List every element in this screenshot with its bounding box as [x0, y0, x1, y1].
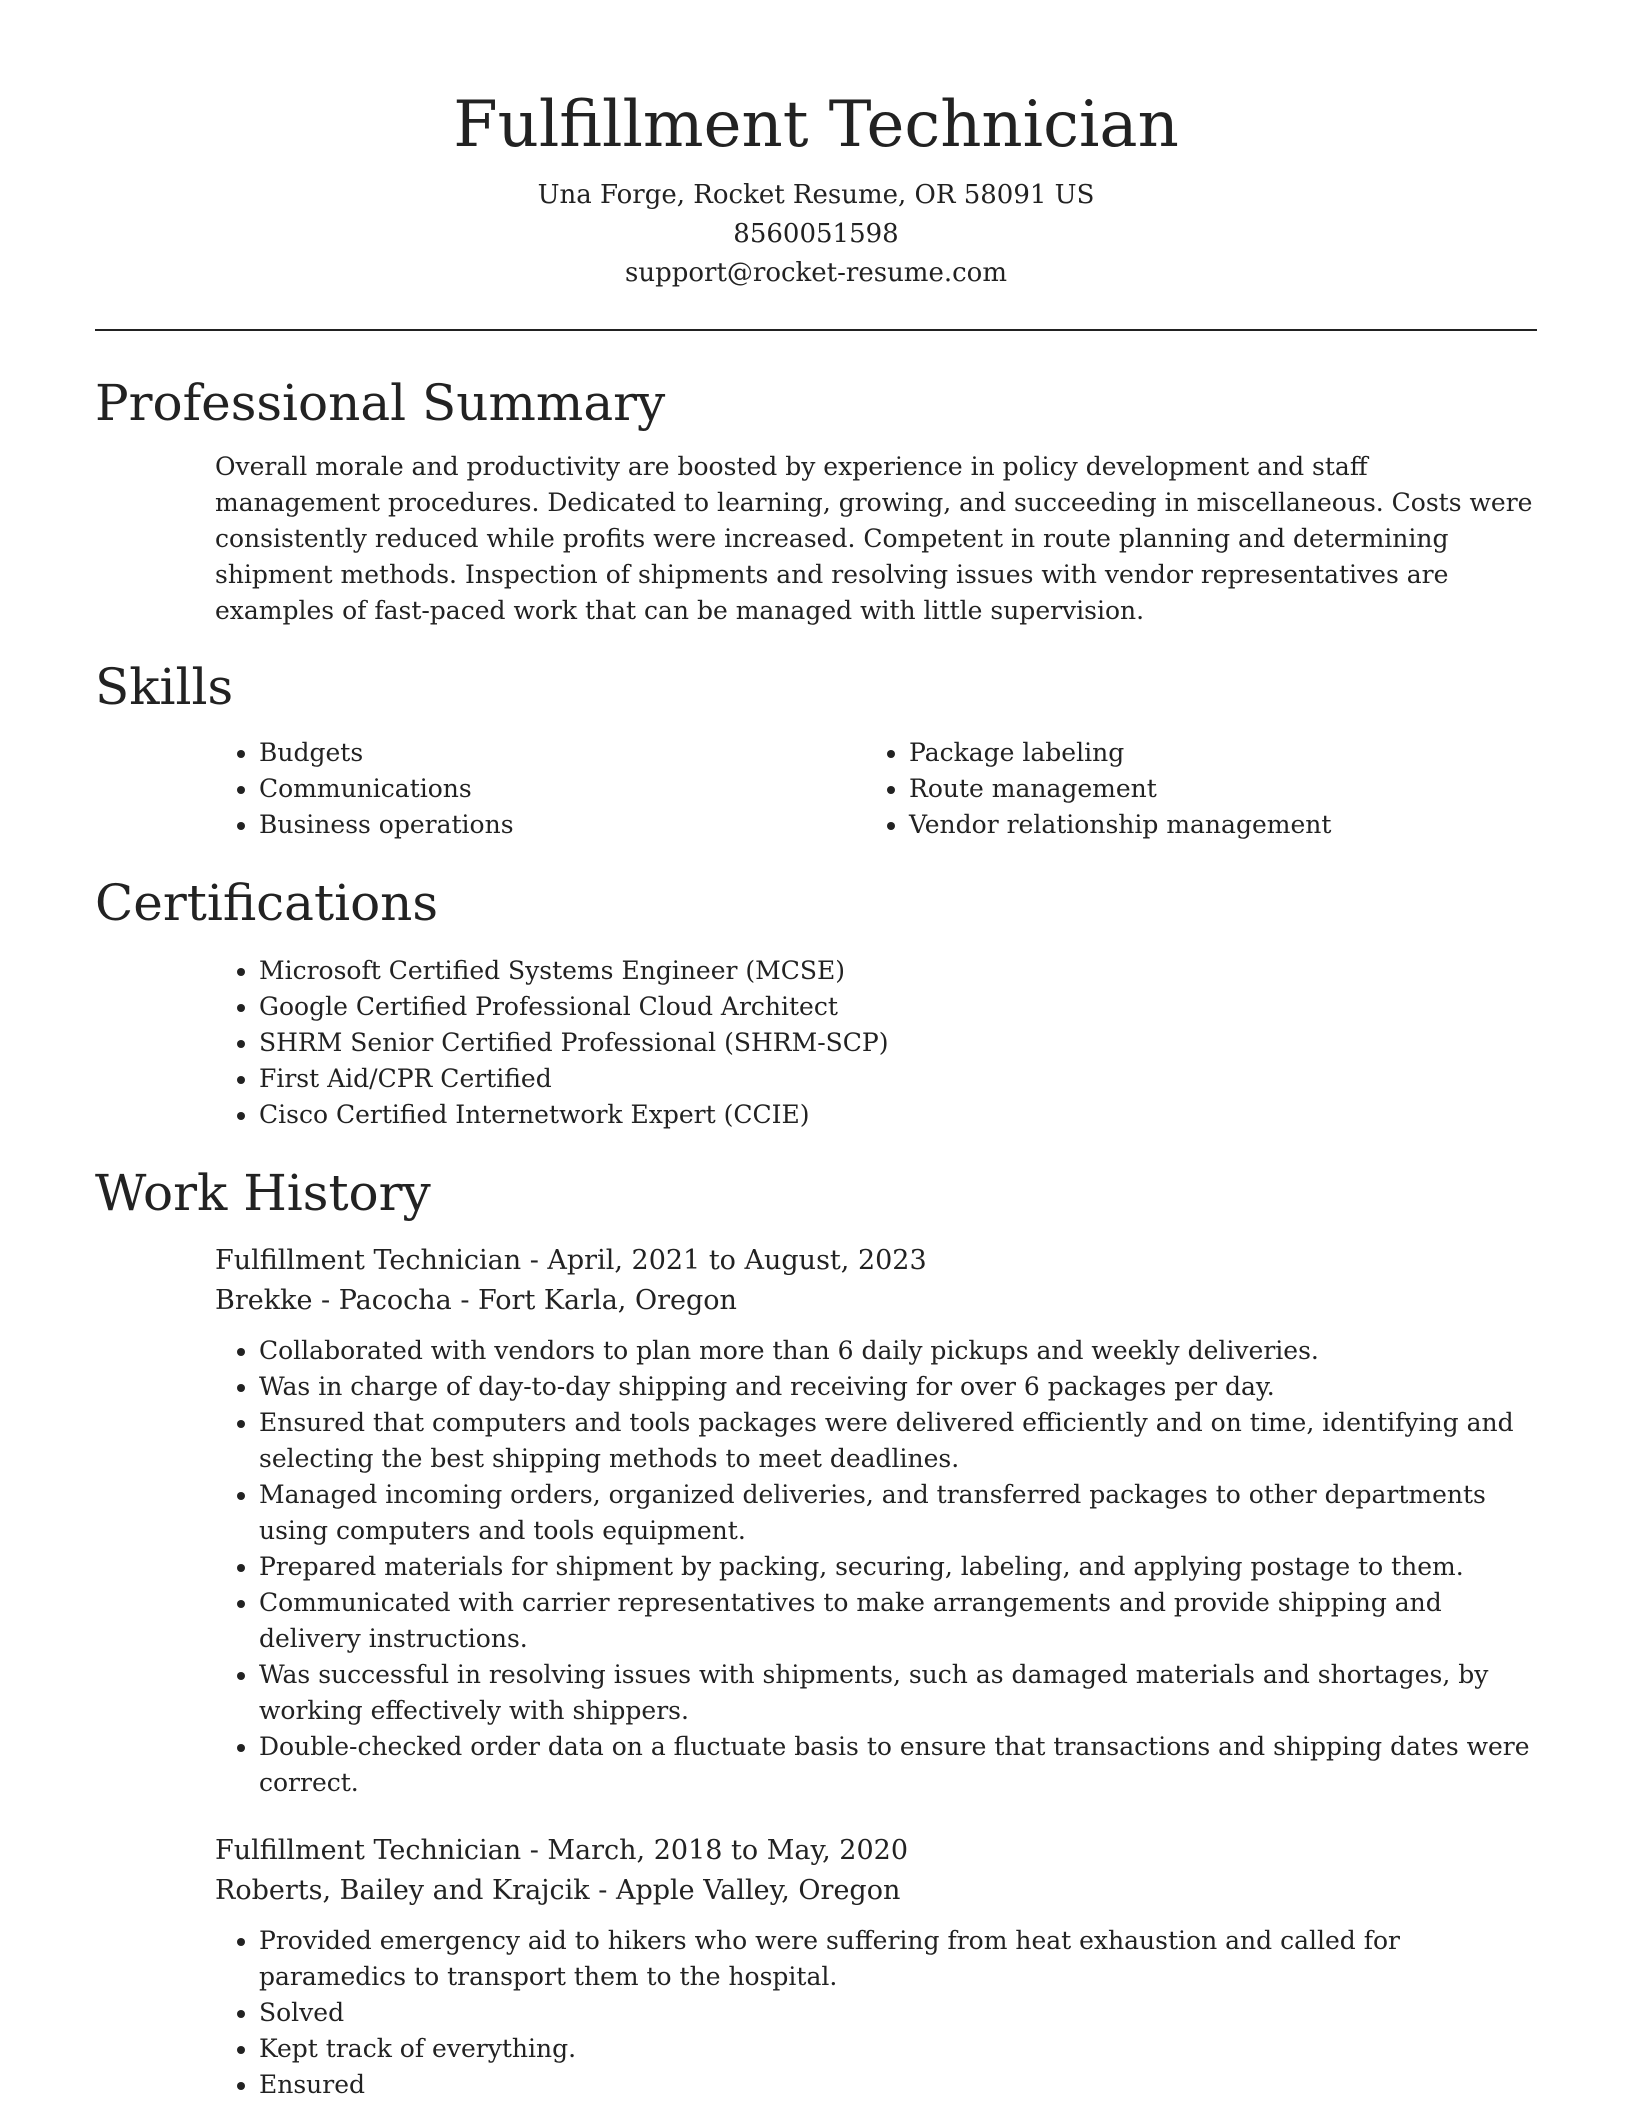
certification-item: • First Aid/CPR Certified: [259, 1061, 1537, 1097]
skills-list-right: [865, 735, 1515, 843]
job-bullet: • Was in charge of day-to-day shipping and receiving for over 6 packages per day.: [259, 1369, 1537, 1405]
skills-section: [95, 655, 1537, 843]
work-history-heading: Work History: [95, 1164, 431, 1222]
job-title-dates: Fulfillment Technician - March, 2018 to May, 2020: [215, 1835, 908, 1866]
job-bullet: • Double-checked order data on a fluctuate basis to ensure that transactions and shipping dates were correct.: [259, 1729, 1537, 1801]
work-history-section: [95, 1161, 1537, 2103]
summary-text: Overall morale and productivity are boosted by experience in policy development and staff management procedures. Dedicated to learning, growing, and succeeding in miscellaneous. Costs were consistently reduced while profits were increased. Competent in route planning and determining shipment methods. Inspection of shipments and resolving issues with vendor representatives are examples of fast-paced work that can be managed with little supervision.: [215, 452, 1533, 625]
contact-address: Una Forge, Rocket Resume, OR 58091 US: [537, 180, 1095, 210]
certification-item: • Microsoft Certified Systems Engineer (MCSE): [259, 953, 1537, 989]
certifications-section: [95, 871, 1537, 1133]
skills-heading: Skills: [95, 658, 234, 716]
contact-email: support@rocket-resume.com: [624, 258, 1007, 288]
certification-item: • Google Certified Professional Cloud Architect: [259, 989, 1537, 1025]
certifications-heading: Certifications: [95, 874, 439, 932]
contact-phone: 8560051598: [733, 219, 899, 249]
skill-item: • Business operations: [259, 807, 865, 843]
job-bullet: • Prepared materials for shipment by packing, securing, labeling, and applying postage to them.: [259, 1549, 1537, 1585]
header-divider: [95, 329, 1537, 331]
skills-column-left: [215, 735, 865, 843]
job-bullet: • Collaborated with vendors to plan more than 6 daily pickups and weekly deliveries.: [259, 1333, 1537, 1369]
job-company-location: Brekke - Pacocha - Fort Karla, Oregon: [215, 1285, 737, 1316]
certifications-list-wrap: [215, 953, 1537, 1133]
job-entry: [215, 1831, 1537, 2103]
job-bullet: • Ensured: [259, 2067, 1537, 2103]
certification-item: • SHRM Senior Certified Professional (SHRM-SCP): [259, 1025, 1537, 1061]
job-bullet: • Provided emergency aid to hikers who were suffering from heat exhaustion and called for paramedics to transport them to the hospital.: [259, 1923, 1537, 1995]
job-bullet-list: [215, 1333, 1537, 1801]
job-bullets: [215, 1333, 1537, 1801]
job-bullets: [215, 1923, 1537, 2103]
certifications-list: [215, 953, 1537, 1133]
job-bullet: • Solved: [259, 1995, 1537, 2031]
skill-item: • Budgets: [259, 735, 865, 771]
certification-item: • Cisco Certified Internetwork Expert (CCIE): [259, 1097, 1537, 1133]
job-bullet: • Ensured that computers and tools packages were delivered efficiently and on time, identifying and selecting the best shipping methods to meet deadlines.: [259, 1405, 1537, 1477]
skill-item: • Package labeling: [909, 735, 1515, 771]
skills-column-right: [865, 735, 1515, 843]
skill-item: • Communications: [259, 771, 865, 807]
summary-heading: Professional Summary: [95, 374, 666, 432]
skill-item: • Vendor relationship management: [909, 807, 1515, 843]
job-bullet-list: [215, 1923, 1537, 2103]
job-entry: [215, 1241, 1537, 1801]
job-company-location: Roberts, Bailey and Krajcik - Apple Valley, Oregon: [215, 1875, 901, 1906]
skill-item: • Route management: [909, 771, 1515, 807]
resume-header: [95, 0, 1537, 293]
job-bullet: • Was successful in resolving issues with shipments, such as damaged materials and shortages, by working effectively with shippers.: [259, 1657, 1537, 1729]
skills-list-left: [215, 735, 865, 843]
summary-section: [95, 371, 1537, 629]
job-bullet: • Kept track of everything.: [259, 2031, 1537, 2067]
resume-title: Fulfillment Technician: [453, 88, 1179, 162]
job-title-dates: Fulfillment Technician - April, 2021 to August, 2023: [215, 1245, 927, 1276]
job-bullet: • Managed incoming orders, organized deliveries, and transferred packages to other departments using computers and tools equipment.: [259, 1477, 1537, 1549]
contact-info: [95, 176, 1537, 293]
skills-grid: [215, 735, 1537, 843]
job-bullet: • Communicated with carrier representatives to make arrangements and provide shipping and delivery instructions.: [259, 1585, 1537, 1657]
